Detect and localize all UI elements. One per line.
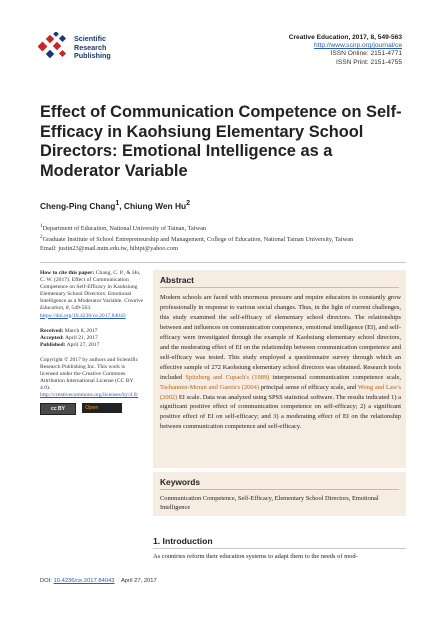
cite-text: Chang, C. P., & Hu, C. W. (2017). Effect of Communication Competence on Self-Efficacy in Kaohsiung Elementary School Directors: Emotional Intelligence as a Moderator Variable. <box>40 270 141 305</box>
publisher-name-line3: Publishing <box>74 51 111 61</box>
journal-citation: Creative Education, 2017, 8, 549-563 <box>288 34 402 41</box>
intro-rule <box>153 548 406 549</box>
abstract-part: EI scale. Data was analyzed using SPSS statistical software. The results indicated 1) a significant positive effect of communication competence on self-efficacy; 2) a significant positive effect of EI on self-efficacy; and 3) a moderating effect of EI on the relationship between communication competence and self-efficacy. <box>160 393 401 431</box>
accepted-date: April 21, 2017 <box>65 334 98 341</box>
reference-link[interactable]: Tschannen-Moran and Gareis's (2004) <box>160 383 259 391</box>
journal-url-link[interactable]: http://www.scirp.org/journal/ce <box>314 42 402 50</box>
published-date: April 27, 2017 <box>66 341 100 348</box>
affiliation-2: Graduate Institute of School Entrepreneurship and Management, College of Education, National Tainan University, Taiwan <box>42 236 354 244</box>
affil-mark: 2 <box>40 234 43 241</box>
cite-doi-link[interactable]: https://doi.org/10.4236/ce.2017.84043 <box>40 312 126 319</box>
author-list: Cheng-Ping Chang$^1$, Chiung Wen Hu$^2$ <box>40 200 190 211</box>
cite-pages: 549-563. <box>71 305 92 312</box>
cite-journal: Creative Education, 8, <box>40 298 144 312</box>
license-link[interactable]: http://creativecommons.org/licenses/by/4.0/ <box>40 392 139 399</box>
scirp-logo-icon <box>38 32 68 62</box>
abstract-rule <box>160 287 399 288</box>
dates-block <box>40 328 144 349</box>
keywords-rule <box>160 489 399 490</box>
affiliations <box>40 222 420 253</box>
abstract-part: interpersonal communication competence scale, <box>272 373 401 381</box>
copyright-block <box>40 357 144 415</box>
author-affil-mark: 2 <box>186 200 190 207</box>
author-email: Email: justin23@mail.nutn.edu.tw, hihipi@yahoo.com <box>40 244 178 252</box>
author-name: Cheng-Ping Chang <box>40 200 116 211</box>
citation-block <box>40 270 144 320</box>
reference-link[interactable]: Spitzberg and Cupach's (1989) <box>185 373 270 381</box>
article-title: Effect of Communication Competence on Self-Efficacy in Kaohsiung Elementary School Directors: Emotional Intelligence as a Moderator Variable <box>40 103 402 180</box>
introduction-text: As countries reform their education systems to adapt them to the needs of mod- <box>153 553 358 560</box>
publisher-name-line2: Research <box>74 42 107 52</box>
keywords-heading: Keywords <box>160 477 201 487</box>
cite-label: How to cite this paper: <box>40 270 95 276</box>
journal-header-info <box>289 34 402 67</box>
article-meta-column <box>40 270 144 423</box>
oa-word-open: Open <box>85 404 99 411</box>
publisher-name-line1: Scientific <box>74 34 106 43</box>
page-footer <box>40 578 157 584</box>
oa-word-access: Access <box>99 404 119 411</box>
accepted-label: Accepted: <box>40 334 64 341</box>
section-divider <box>40 262 406 263</box>
keywords-text: Communication Competence, Self-Efficacy, Elementary School Directors, Emotional Intelligence <box>160 495 379 511</box>
footer-date: April 27, 2017 <box>120 578 157 584</box>
open-access-badge-icon <box>82 403 122 413</box>
received-date: March 8, 2017 <box>64 327 98 334</box>
keywords-box <box>153 472 406 516</box>
reference-link[interactable]: Wong and Law's (2002) <box>160 383 401 401</box>
abstract-part: Modern schools are faced with enormous pressure and require educators to constantly grow professionally in response to various social changes. Thus, in the light of current challenges, this study examined the self-efficacy of elementary school directors. The relationships between and influences on communication competence, emotional intelligence (EI), and self-efficacy were investigated through the example of Kaohsiung elementary school directors, and the moderating effect of EI on the relationship between communication competence and self-efficacy was tested. This study employed a questionnaire survey through which an effective sample of 272 Kaohsiung elementary school directors was obtained. Research tools included <box>160 294 401 381</box>
author-name: Chiung Wen Hu <box>123 200 187 211</box>
received-label: Received: <box>40 327 64 334</box>
author-affil-mark: 1 <box>115 200 120 207</box>
issn-print: ISSN Print: 2151-4755 <box>336 58 402 66</box>
publisher-logo <box>38 30 118 66</box>
introduction-heading: 1. Introduction <box>153 536 213 546</box>
abstract-heading: Abstract <box>160 275 194 285</box>
issn-online: ISSN Online: 2151-4771 <box>330 50 402 58</box>
abstract-part: principal sense of efficacy scale, and <box>260 383 357 391</box>
footer-doi-link[interactable]: 10.4236/ce.2017.84043 <box>53 578 115 584</box>
abstract-text <box>160 293 401 432</box>
copyright-text: Copyright © 2017 by authors and Scientific Research Publishing Inc. This work is licensed under the Creative Commons Attribution International License (CC BY 4.0). <box>40 356 139 392</box>
footer-doi-label: DOI: <box>40 578 52 584</box>
affil-mark: 1 <box>40 223 43 229</box>
affiliation-1: Department of Education, National University of Tainan, Taiwan <box>42 225 207 233</box>
published-label: Published: <box>40 341 66 348</box>
cc-by-badge-icon[interactable]: cc BY <box>40 403 76 415</box>
abstract-box <box>153 270 406 468</box>
